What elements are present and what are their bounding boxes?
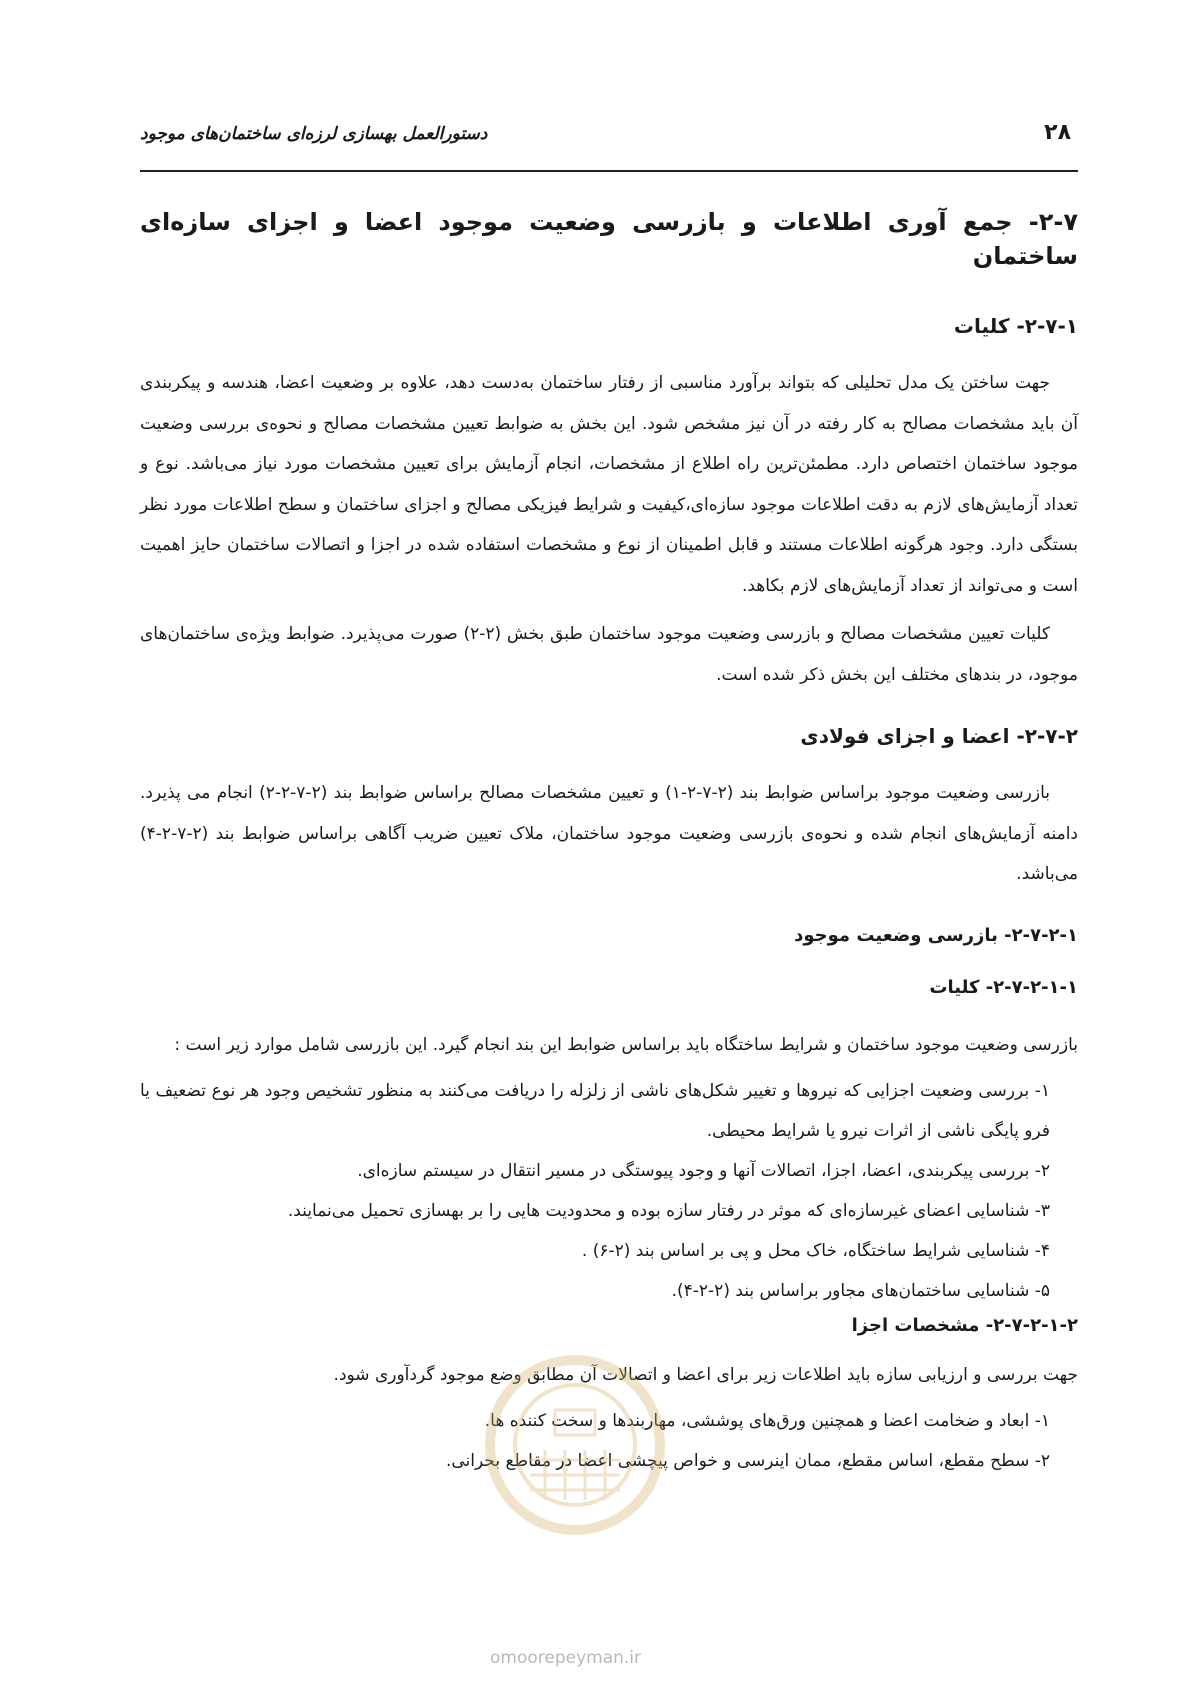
- section-title-2-7-2-1-2: ۲-۷-۲-۱-۲- مشخصات اجزا: [851, 1314, 1078, 1336]
- paragraph: بازرسی وضعیت موجود براساس ضوابط بند (۲-۷-۲-۱) و تعیین مشخصات مصالح براساس ضوابط بند (۲-۷-۲-۲) انجام می پذیرد. دامنه آزمایش‌های انجام شده و نحوه‌ی بازرسی وضعیت موجود ساختمان، ملاک تعیین ضریب آگاهی براساس ضوابط بند (۲-۷-۲-۴) می‌باشد.: [140, 783, 1078, 884]
- watermark-url: omoorepeyman.ir: [490, 1648, 642, 1668]
- header-rule: [140, 170, 1078, 172]
- watermark-logo: [470, 1350, 680, 1600]
- page-header: [140, 120, 1071, 160]
- list-item: ۵- شناسایی ساختمان‌های مجاور براساس بند (۲-۲-۴).: [671, 1280, 1050, 1301]
- page-number: ۲۸: [1044, 120, 1071, 145]
- list-item: ۱- ابعاد و ضخامت اعضا و همچنین ورق‌های پوششی، مهاربندها و سخت کننده ها.: [484, 1410, 1050, 1431]
- list-item: ۴- شناسایی شرایط ساختگاه، خاک محل و پی بر اساس بند (۲-۶) .: [581, 1240, 1050, 1261]
- list-item: ۱- بررسی وضعیت اجزایی که نیروها و تغییر شکل‌های ناشی از زلزله را دریافت می‌کنند به منظور تشخیص وجود هر نوع تضعیف یا فرو پایگی ناشی از اثرات نیرو یا شرایط محیطی.: [140, 1080, 1050, 1141]
- document-body: [140, 205, 1078, 1481]
- section-title-2-7-2-1: ۲-۷-۲-۱- بازرسی وضعیت موجود: [794, 924, 1078, 946]
- section-title-2-7-2-1-1: ۲-۷-۲-۱-۱- کلیات: [929, 976, 1078, 998]
- list-item: ۳- شناسایی اعضای غیرسازه‌ای که موثر در رفتار سازه بوده و محدودیت هایی را بر بهسازی تحمیل می‌نمایند.: [287, 1200, 1050, 1221]
- list-item: ۲- سطح مقطع، اساس مقطع، ممان اینرسی و خواص پیچشی اعضا در مقاطع بحرانی.: [445, 1450, 1050, 1471]
- section-title-2-7: ۲-۷- جمع آوری اطلاعات و بازرسی وضعیت موجود اعضا و اجزای سازه‌ای ساختمان: [140, 208, 1078, 270]
- running-title: دستورالعمل بهسازی لرزه‌ای ساختمان‌های موجود: [140, 124, 488, 144]
- section-title-2-7-2: ۲-۷-۲- اعضا و اجزای فولادی: [800, 724, 1078, 748]
- paragraph: جهت بررسی و ارزیابی سازه باید اطلاعات زیر برای اعضا و اتصالات آن مطابق وضع موجود گردآوری شود.: [333, 1364, 1078, 1385]
- list-item: ۲- بررسی پیکربندی، اعضا، اجزا، اتصالات آنها و وجود پیوستگی در مسیر انتقال در سیستم سازه‌ای.: [357, 1160, 1050, 1181]
- inspection-list: [140, 1071, 1078, 1311]
- paragraph: بازرسی وضعیت موجود ساختمان و شرایط ساختگاه باید براساس ضوابط این بند انجام گیرد. این بازرسی شامل موارد زیر است :: [174, 1034, 1078, 1055]
- paragraph: کلیات تعیین مشخصات مصالح و بازرسی وضعیت موجود ساختمان طبق بخش (۲-۲) صورت می‌پذیرد. ضوابط ویژه‌ی ساختمان‌های موجود، در بندهای مختلف این بخش ذکر شده است.: [140, 624, 1078, 685]
- paragraph: جهت ساختن یک مدل تحلیلی که بتواند برآورد مناسبی از رفتار ساختمان به‌دست دهد، علاوه بر وضعیت اعضا، هندسه و پیکربندی آن باید مشخصات مصالح به کار رفته در آن نیز مشخص شود. این بخش به ضوابط تعیین مشخصات مصالح و نحوه‌ی بررسی وضعیت موجود ساختمان اختصاص دارد. مطمئن‌ترین راه اطلاع از مشخصات، انجام آزمایش برای تعیین مشخصات مورد نیاز می‌باشد. نوع و تعداد آزمایش‌های لازم به دقت اطلاعات موجود سازه‌ای،کیفیت و شرایط فیزیکی مصالح و اجزای ساختمان و سطح اطلاعات مورد نظر بستگی دارد. وجود هرگونه اطلاعات مستند و قابل اطمینان از نوع و مشخصات استفاده شده در اجزا و اتصالات ساختمان حایز اهمیت است و می‌تواند از تعداد آزمایش‌های لازم بکاهد.: [140, 373, 1078, 596]
- section-title-2-7-1: ۲-۷-۱- کلیات: [953, 314, 1078, 338]
